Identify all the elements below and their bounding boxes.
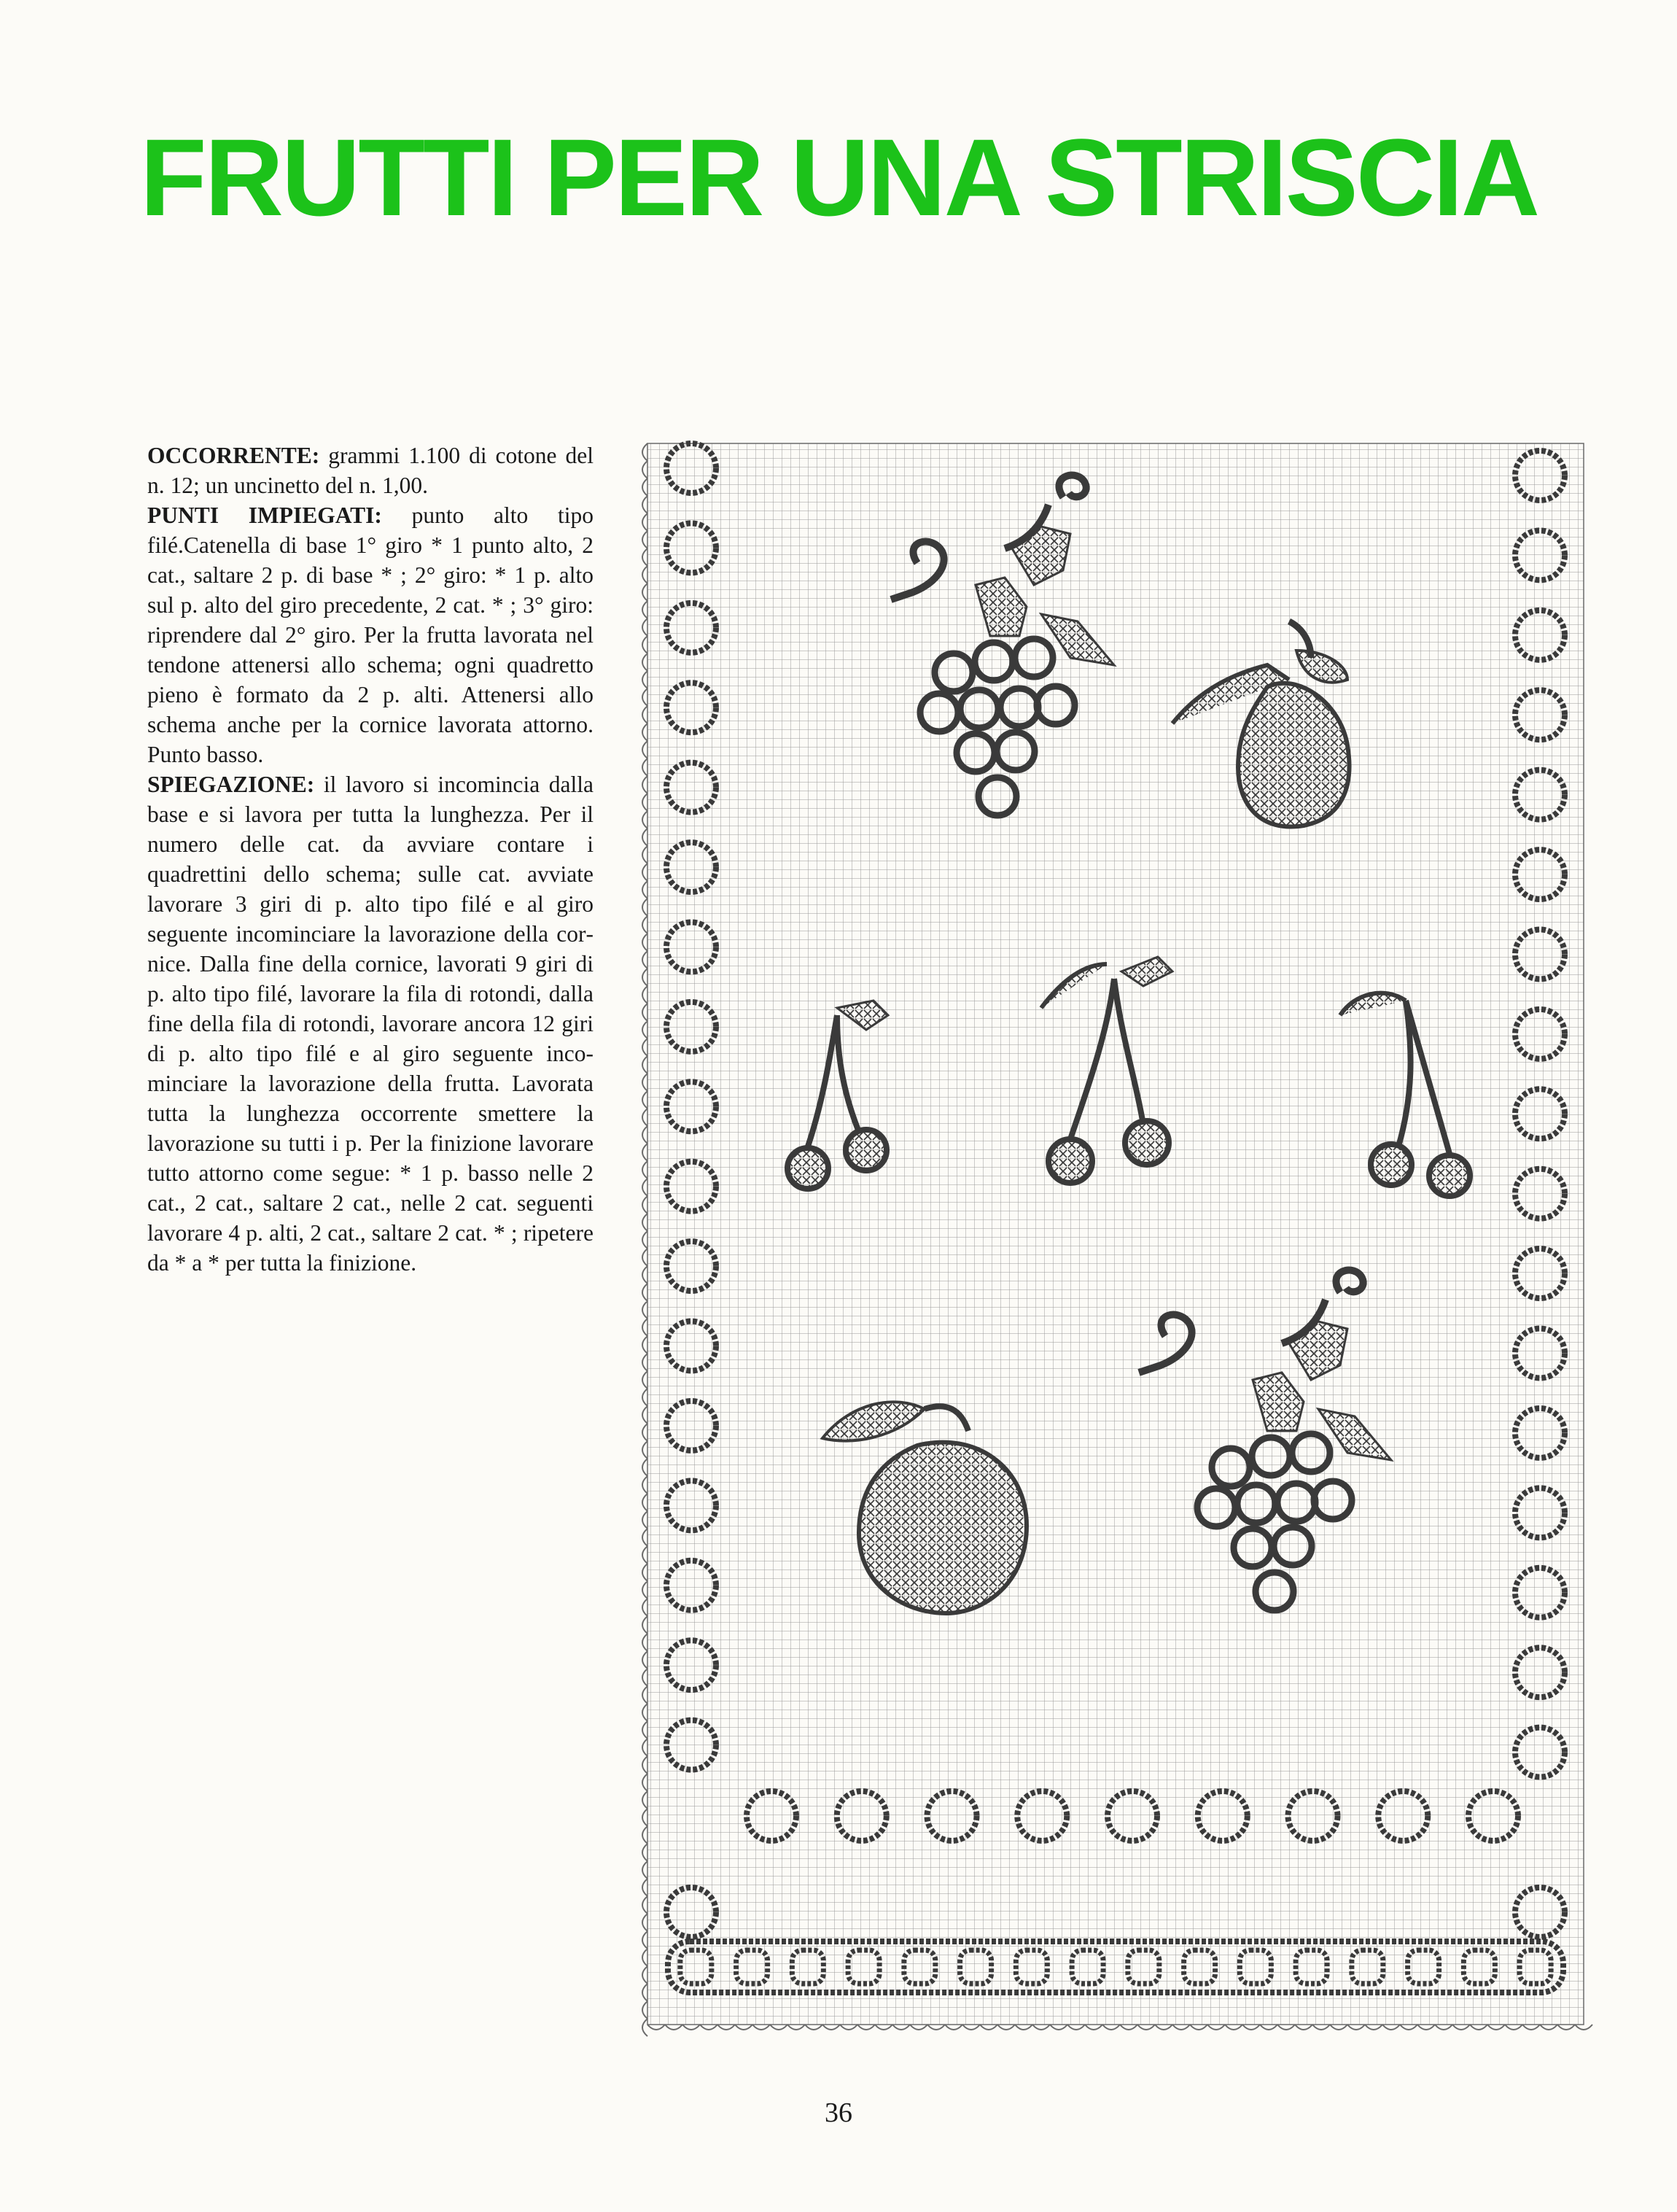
page-number: 36 <box>825 2097 852 2128</box>
instructions-column <box>147 441 594 1278</box>
instructions-paragraph <box>147 500 594 769</box>
page-title: FRUTTI PER UNA STRISCIA <box>140 116 1538 238</box>
chart-grid <box>647 443 1584 2025</box>
filet-chart <box>633 432 1598 2042</box>
section-text-spiegazione: il lavoro si incomincia dalla base e si lavora per tutta la lunghezza. Per il numero delle cat. da avviare contare i quadrettini dello schema; sulle cat. avviate lavorare 3 giri di p. alto tipo filé e al giro seguente incominciare la lavorazione della cornice. Dalla fine della cornice, lavorati 9 giri di p. alto tipo filé, lavorare la fila di rotondi, dalla fine della fila di rotondi, lavorare ancora 12 giri di p. alto tipo filé e al giro seguente incominciare la lavorazione della frutta. Lavorata tutta la lunghezza occorrente smettere la lavorazione su tutti i p. Per la finizione lavorare tutto attorno come segue: * 1 p. basso nelle 2 cat., 2 cat., saltare 2 cat., nelle 2 cat. seguenti lavorare 4 p. alti, 2 cat., saltare 2 cat. * ; ripetere da * a * per tutta la finizione. <box>147 772 594 1276</box>
instructions-paragraph <box>147 441 594 500</box>
filet-chart-svg <box>633 432 1598 2042</box>
section-text-punti: punto alto tipo filé.Catenella di base 1° giro * 1 punto alto, 2 cat., saltare 2 p. di base * ; 2° giro: * 1 p. alto sul p. alto del giro precedente, 2 cat. * ; 3° giro: riprendere dal 2° giro. Per la frutta lavorata nel tendone attenersi allo schema; ogni quadretto pieno è formato da 2 p. alti. Attenersi allo schema anche per la cornice lavorata attorno. Punto basso. <box>147 502 594 767</box>
section-heading-occorrente: OCCORRENTE: <box>147 443 320 468</box>
section-text-occorrente: grammi 1.100 di cotone del n. 12; un uncinetto del n. 1,00. <box>147 443 594 498</box>
instructions-paragraph <box>147 769 594 1278</box>
section-heading-punti: PUNTI IMPIEGATI: <box>147 502 382 528</box>
section-heading-spiegazione: SPIEGAZIONE: <box>147 772 315 797</box>
